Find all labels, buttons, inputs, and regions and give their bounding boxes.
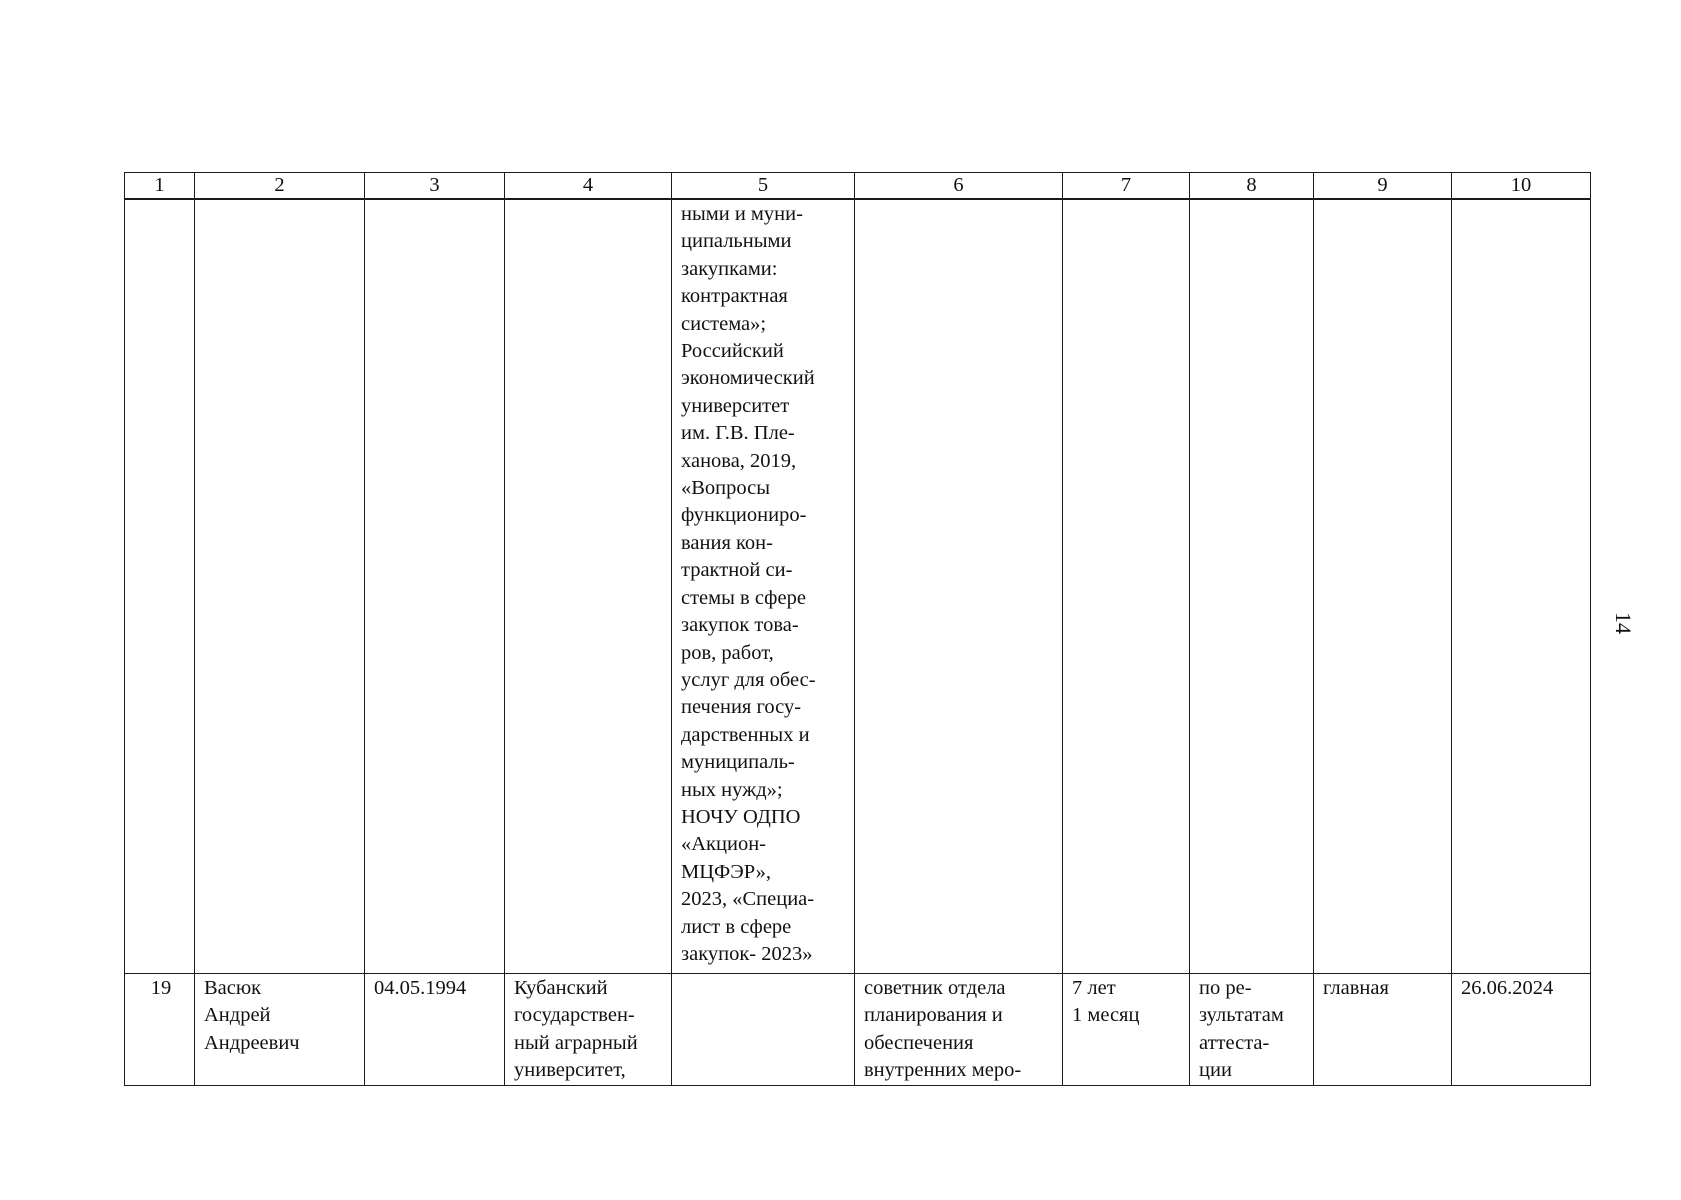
cell-full-name (195, 199, 365, 974)
column-number-8: 8 (1190, 173, 1314, 200)
personnel-reserve-table (124, 172, 1591, 1086)
column-number-5: 5 (672, 173, 855, 200)
cell-training: ными и муни- ципальными закупками: контрактная система»; Российский экономический университет им. Г.В. Пле- ханова, 2019, «Вопросы функциониро- вания кон- трактной си- стемы в сфере закупок това- ров, работ, услуг для обес- печения госу- дарственных и муниципаль- ных нужд»; НОЧУ ОДПО «Акцион- МЦФЭР», 2023, «Специа- лист в сфере закупок- 2023» (672, 199, 855, 974)
column-number-row (125, 173, 1591, 200)
cell-birth-date (365, 199, 505, 974)
column-number-7: 7 (1063, 173, 1190, 200)
cell-full-name: Васюк Андрей Андреевич (195, 974, 365, 1086)
cell-group (1314, 199, 1452, 974)
cell-education (505, 199, 672, 974)
cell-basis: по ре- зультатам аттеста- ции (1190, 974, 1314, 1086)
cell-training (672, 974, 855, 1086)
cell-education: Кубанский государствен- ный аграрный университет, (505, 974, 672, 1086)
cell-group: главная (1314, 974, 1452, 1086)
cell-number: 19 (125, 974, 195, 1086)
cell-experience: 7 лет 1 месяц (1063, 974, 1190, 1086)
cell-date (1452, 199, 1591, 974)
column-number-9: 9 (1314, 173, 1452, 200)
page-number: 14 (1611, 612, 1636, 634)
table-row-continuation (125, 199, 1591, 974)
table-row-19 (125, 974, 1591, 1086)
cell-birth-date: 04.05.1994 (365, 974, 505, 1086)
cell-number (125, 199, 195, 974)
column-number-6: 6 (855, 173, 1063, 200)
cell-position: советник отдела планирования и обеспечения внутренних меро- (855, 974, 1063, 1086)
column-number-10: 10 (1452, 173, 1591, 200)
column-number-2: 2 (195, 173, 365, 200)
cell-date: 26.06.2024 (1452, 974, 1591, 1086)
cell-experience (1063, 199, 1190, 974)
cell-basis (1190, 199, 1314, 974)
column-number-4: 4 (505, 173, 672, 200)
column-number-1: 1 (125, 173, 195, 200)
cell-position (855, 199, 1063, 974)
column-number-3: 3 (365, 173, 505, 200)
